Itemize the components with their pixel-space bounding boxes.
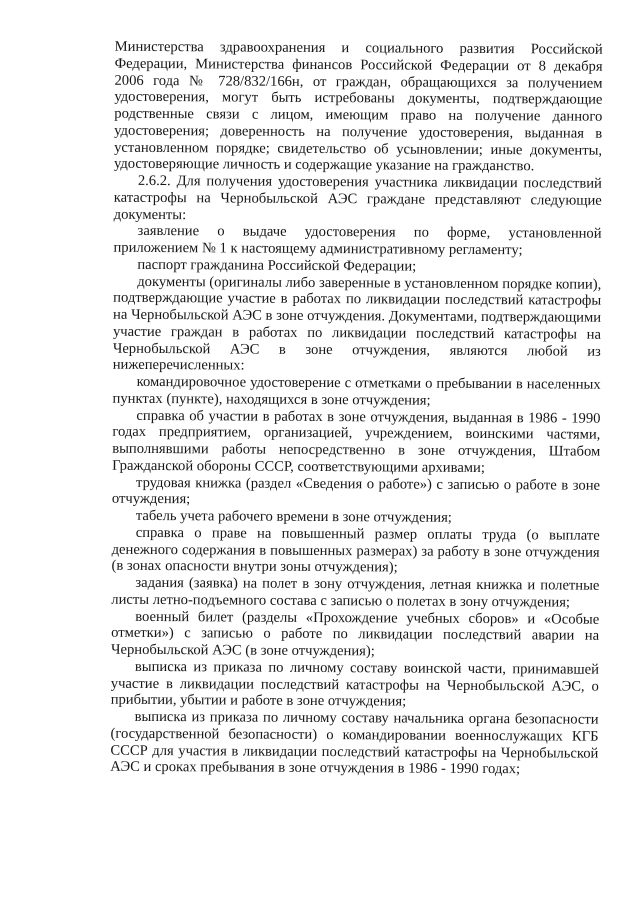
list-item-application: заявление о выдаче удостоверения по форме, установленной приложением № 1 к настоящему административному регламенту; (113, 223, 602, 259)
list-item-documents: документы (оригиналы либо заверенные в установленном порядке копии), подтверждающие участие в работах по ликвидации последствий катастрофы на Чернобыльской АЭС в зоне отчуждения. Документами, подтверждающими участие граждан в работах по ликвидации последствий катастрофы на Чернобыльской АЭС в зоне отчуждения, являются любой из нижеперечисленных: (112, 273, 602, 374)
document-body (110, 39, 602, 779)
list-item-military-order-extract: выписка из приказа по личному составу воинской части, принимавшей участие в ликвидации последствий катастрофы на Чернобыльской АЭС, о прибытии, убытии и работе в зоне отчуждения; (110, 658, 599, 710)
list-item-work-certificate: справка об участии в работах в зоне отчуждения, выданная в 1986 - 1990 годах предприятием, организацией, учреждением, воинскими частями, выполнявшими работы непосредственно в зоне отчуждения, Штабом Гражданской обороны СССР, соответствующими архивами; (112, 407, 601, 476)
list-item-military-id: военный билет (разделы «Прохождение учебных сборов» и «Особые отметки») с записью о работе по ликвидации последствий аварии на Чернобыльской АЭС (в зоне отчуждения); (110, 608, 600, 660)
list-item-employment-book: трудовая книжка (раздел «Сведения о работе») с записью о работе в зоне отчуждения; (111, 474, 601, 508)
list-item-travel-certificate: командировочное удостоверение с отметками о пребывании в населенных пунктах (пункте), находящихся в зоне отчуждения; (112, 373, 601, 409)
paragraph-section-2-6-2: 2.6.2. Для получения удостоверения участника ликвидации последствий катастрофы на Чернобыльской АЭС граждане представляют следующие документы: (113, 172, 602, 223)
list-item-pay-certificate: справка о праве на повышенный размер оплаты труда (о выплате денежного содержания в повышенных размерах) за работу в зоне отчуждения (в зонах опасности внутри зоны отчуждения); (111, 524, 600, 576)
list-item-flight-tasks: задания (заявка) на полет в зону отчуждения, летная книжка и полетные листы летно-подъемного состава с записью о полетах в зону отчуждения; (111, 574, 600, 611)
list-item-security-order-extract: выписка из приказа по личному составу начальника органа безопасности (государственной безопасности) о командировании военнослужащих КГБ СССР для участия в ликвидации последствий катастрофы на Чернобыльской АЭС и сроках пребывания в зоне отчуждения в 1986 - 1990 годах; (110, 708, 599, 778)
list-item-passport: паспорт гражданина Российской Федерации; (137, 256, 417, 275)
paragraph-continuation: Министерства здравоохранения и социального развития Российской Федерации, Министерства финансов Российской Федерации от 8 декабря 2006 года № 728/832/166н, от граждан, обращающихся за получением удостоверения, могут быть истребованы документы, подтверждающие родственные связи с лицом, имеющим право на получение данного удостоверения; доверенность на получение удостоверения, выданная в установленном порядке; свидетельство об усыновлении; иные документы, удостоверяющие личность и содержащие указание на гражданство. (113, 38, 603, 175)
list-item-timesheet: табель учета рабочего времени в зоне отчуждения; (135, 507, 452, 526)
